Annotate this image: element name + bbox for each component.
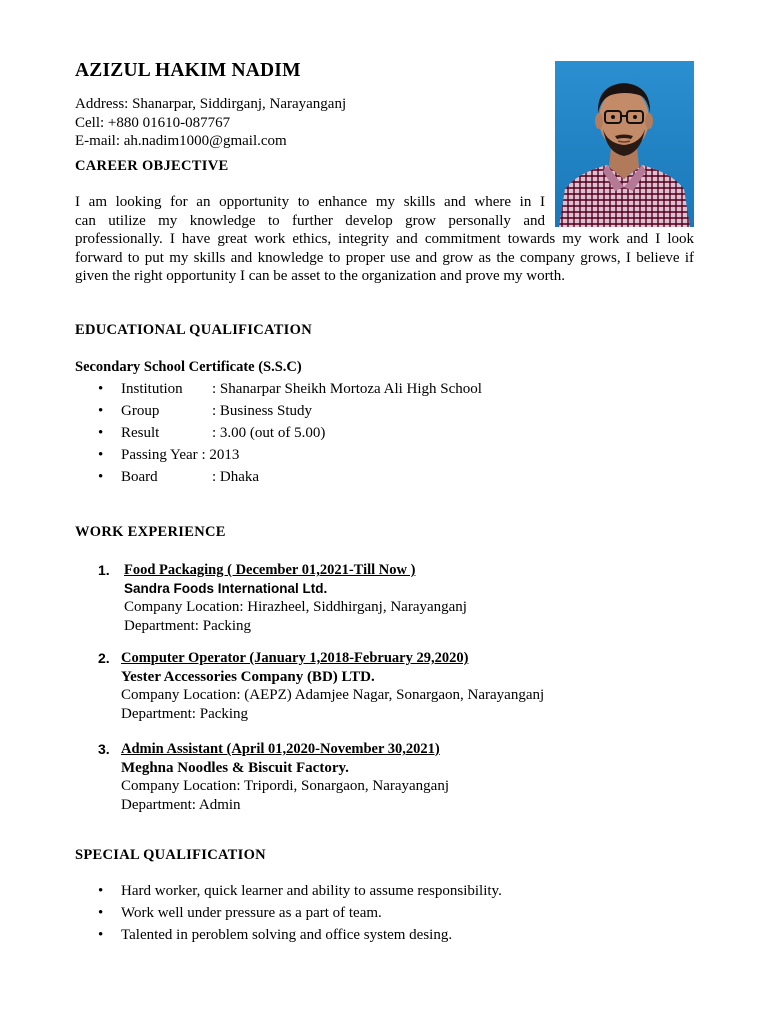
career-objective-text <box>75 193 694 286</box>
job-entry-3 <box>98 740 449 814</box>
ssc-label: Board <box>121 469 158 485</box>
special-qualification-heading: SPECIAL QUALIFICATION <box>75 847 266 863</box>
special-qualification-list <box>98 880 502 946</box>
work-experience-heading: WORK EXPERIENCE <box>75 524 226 540</box>
objective-line-2: can utilize my knowledge to further develop grow personally and <box>75 212 545 229</box>
ssc-value: : Shanarpar Sheikh Mortoza Ali High School <box>212 381 482 397</box>
ssc-group <box>98 400 482 422</box>
ssc-value: : 2013 <box>201 447 240 463</box>
job-department: Department: Packing <box>124 617 252 634</box>
career-objective-heading: CAREER OBJECTIVE <box>75 158 229 174</box>
job-number: 2. <box>98 650 110 666</box>
address: Address: Shanarpar, Siddirganj, Narayanganj <box>75 96 347 112</box>
email: E-mail: ah.nadim1000@gmail.com <box>75 133 287 149</box>
ssc-label: Group <box>121 403 160 419</box>
ssc-label: Institution <box>121 381 183 397</box>
education-heading: EDUCATIONAL QUALIFICATION <box>75 322 312 338</box>
job-location: Company Location: Hirazheel, Siddhirganj, Narayanganj <box>124 599 467 615</box>
ssc-value: : 3.00 (out of 5.00) <box>212 425 326 441</box>
ssc-details-list <box>98 378 482 488</box>
ssc-institution <box>98 378 482 400</box>
contact-block <box>75 95 346 151</box>
job-title: Computer Operator (January 1,2018-February 29,2020) <box>121 650 469 666</box>
job-number: 3. <box>98 741 110 757</box>
job-department: Department: Admin <box>121 796 241 813</box>
job-location: Company Location: (AEPZ) Adamjee Nagar, Sonargaon, Narayanganj <box>121 687 545 703</box>
ssc-result <box>98 422 482 444</box>
candidate-name: AZIZUL HAKIM NADIM <box>75 60 301 81</box>
ssc-board <box>98 466 482 488</box>
special-item: • Work well under pressure as a part of team. <box>98 902 502 924</box>
special-item: • Talented in peroblem solving and office system desing. <box>98 924 502 946</box>
ssc-value: : Dhaka <box>212 469 260 485</box>
job-company: Yester Accessories Company (BD) LTD. <box>121 668 375 685</box>
job-number: 1. <box>98 562 110 578</box>
job-entry-1 <box>98 561 467 635</box>
job-location: Company Location: Tripordi, Sonargaon, Narayanganj <box>121 778 450 794</box>
job-title: Admin Assistant (April 01,2020-November 30,2021) <box>121 741 440 757</box>
job-title: Food Packaging ( December 01,2021-Till Now ) <box>124 562 416 578</box>
job-department: Department: Packing <box>121 705 249 722</box>
job-entry-2 <box>98 649 544 723</box>
cell-phone: Cell: +880 01610-087767 <box>75 114 231 131</box>
objective-rest: professionally. I have great work ethics, integrity and commitment towards my work and I look forward to put my skills and knowledge to proper use and grow as the company grows, I believe if given the right opportunity I can be asset to the organization and prove my worth. <box>75 231 694 284</box>
ssc-label: Passing Year <box>121 447 198 463</box>
job-company: Meghna Noodles & Biscuit Factory. <box>121 759 349 776</box>
job-company: Sandra Foods International Ltd. <box>124 580 328 596</box>
ssc-passing-year <box>98 444 482 466</box>
ssc-value: : Business Study <box>212 403 313 419</box>
ssc-title: Secondary School Certificate (S.S.C) <box>75 359 302 375</box>
objective-line-1: I am looking for an opportunity to enhance my skills and where in I <box>75 194 545 210</box>
ssc-label: Result <box>121 425 160 441</box>
special-item: • Hard worker, quick learner and ability to assume responsibility. <box>98 880 502 902</box>
